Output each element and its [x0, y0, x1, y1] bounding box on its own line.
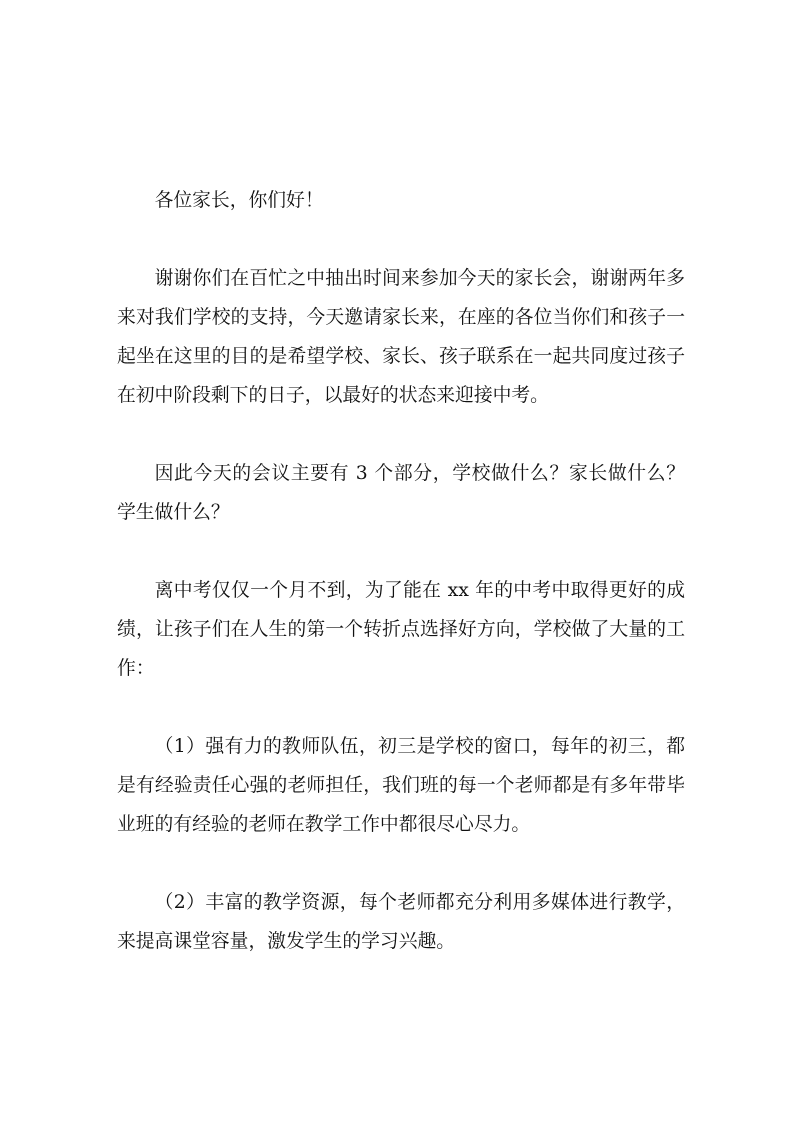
school-work-paragraph: 离中考仅仅一个月不到，为了能在 xx 年的中考中取得更好的成绩，让孩子们在人生的第一个转折点选择好方向，学校做了大量的工作： — [117, 580, 685, 679]
thanks-paragraph: 谢谢你们在百忙之中抽出时间来参加今天的家长会，谢谢两年多来对我们学校的支持，今天邀请家长来，在座的各位当你们和孩子一起坐在这里的目的是希望学校、家长、孩子联系在一起共同度过孩子在初中阶段剩下的日子，以最好的状态来迎接中考。 — [117, 268, 685, 406]
list-item-resources: （2）丰富的教学资源，每个老师都充分利用多媒体进行教学，来提高课堂容量，激发学生的学习兴趣。 — [117, 892, 685, 952]
list-item-teachers: （1）强有力的教师队伍，初三是学校的窗口，每年的初三，都是有经验责任心强的老师担任，我们班的每一个老师都是有多年带毕业班的有经验的老师在教学工作中都很尽心尽力。 — [117, 736, 685, 835]
document-body — [117, 181, 685, 1000]
agenda-paragraph: 因此今天的会议主要有 3 个部分，学校做什么？家长做什么？学生做什么？ — [117, 463, 685, 523]
greeting-paragraph: 各位家长，你们好！ — [154, 190, 324, 211]
